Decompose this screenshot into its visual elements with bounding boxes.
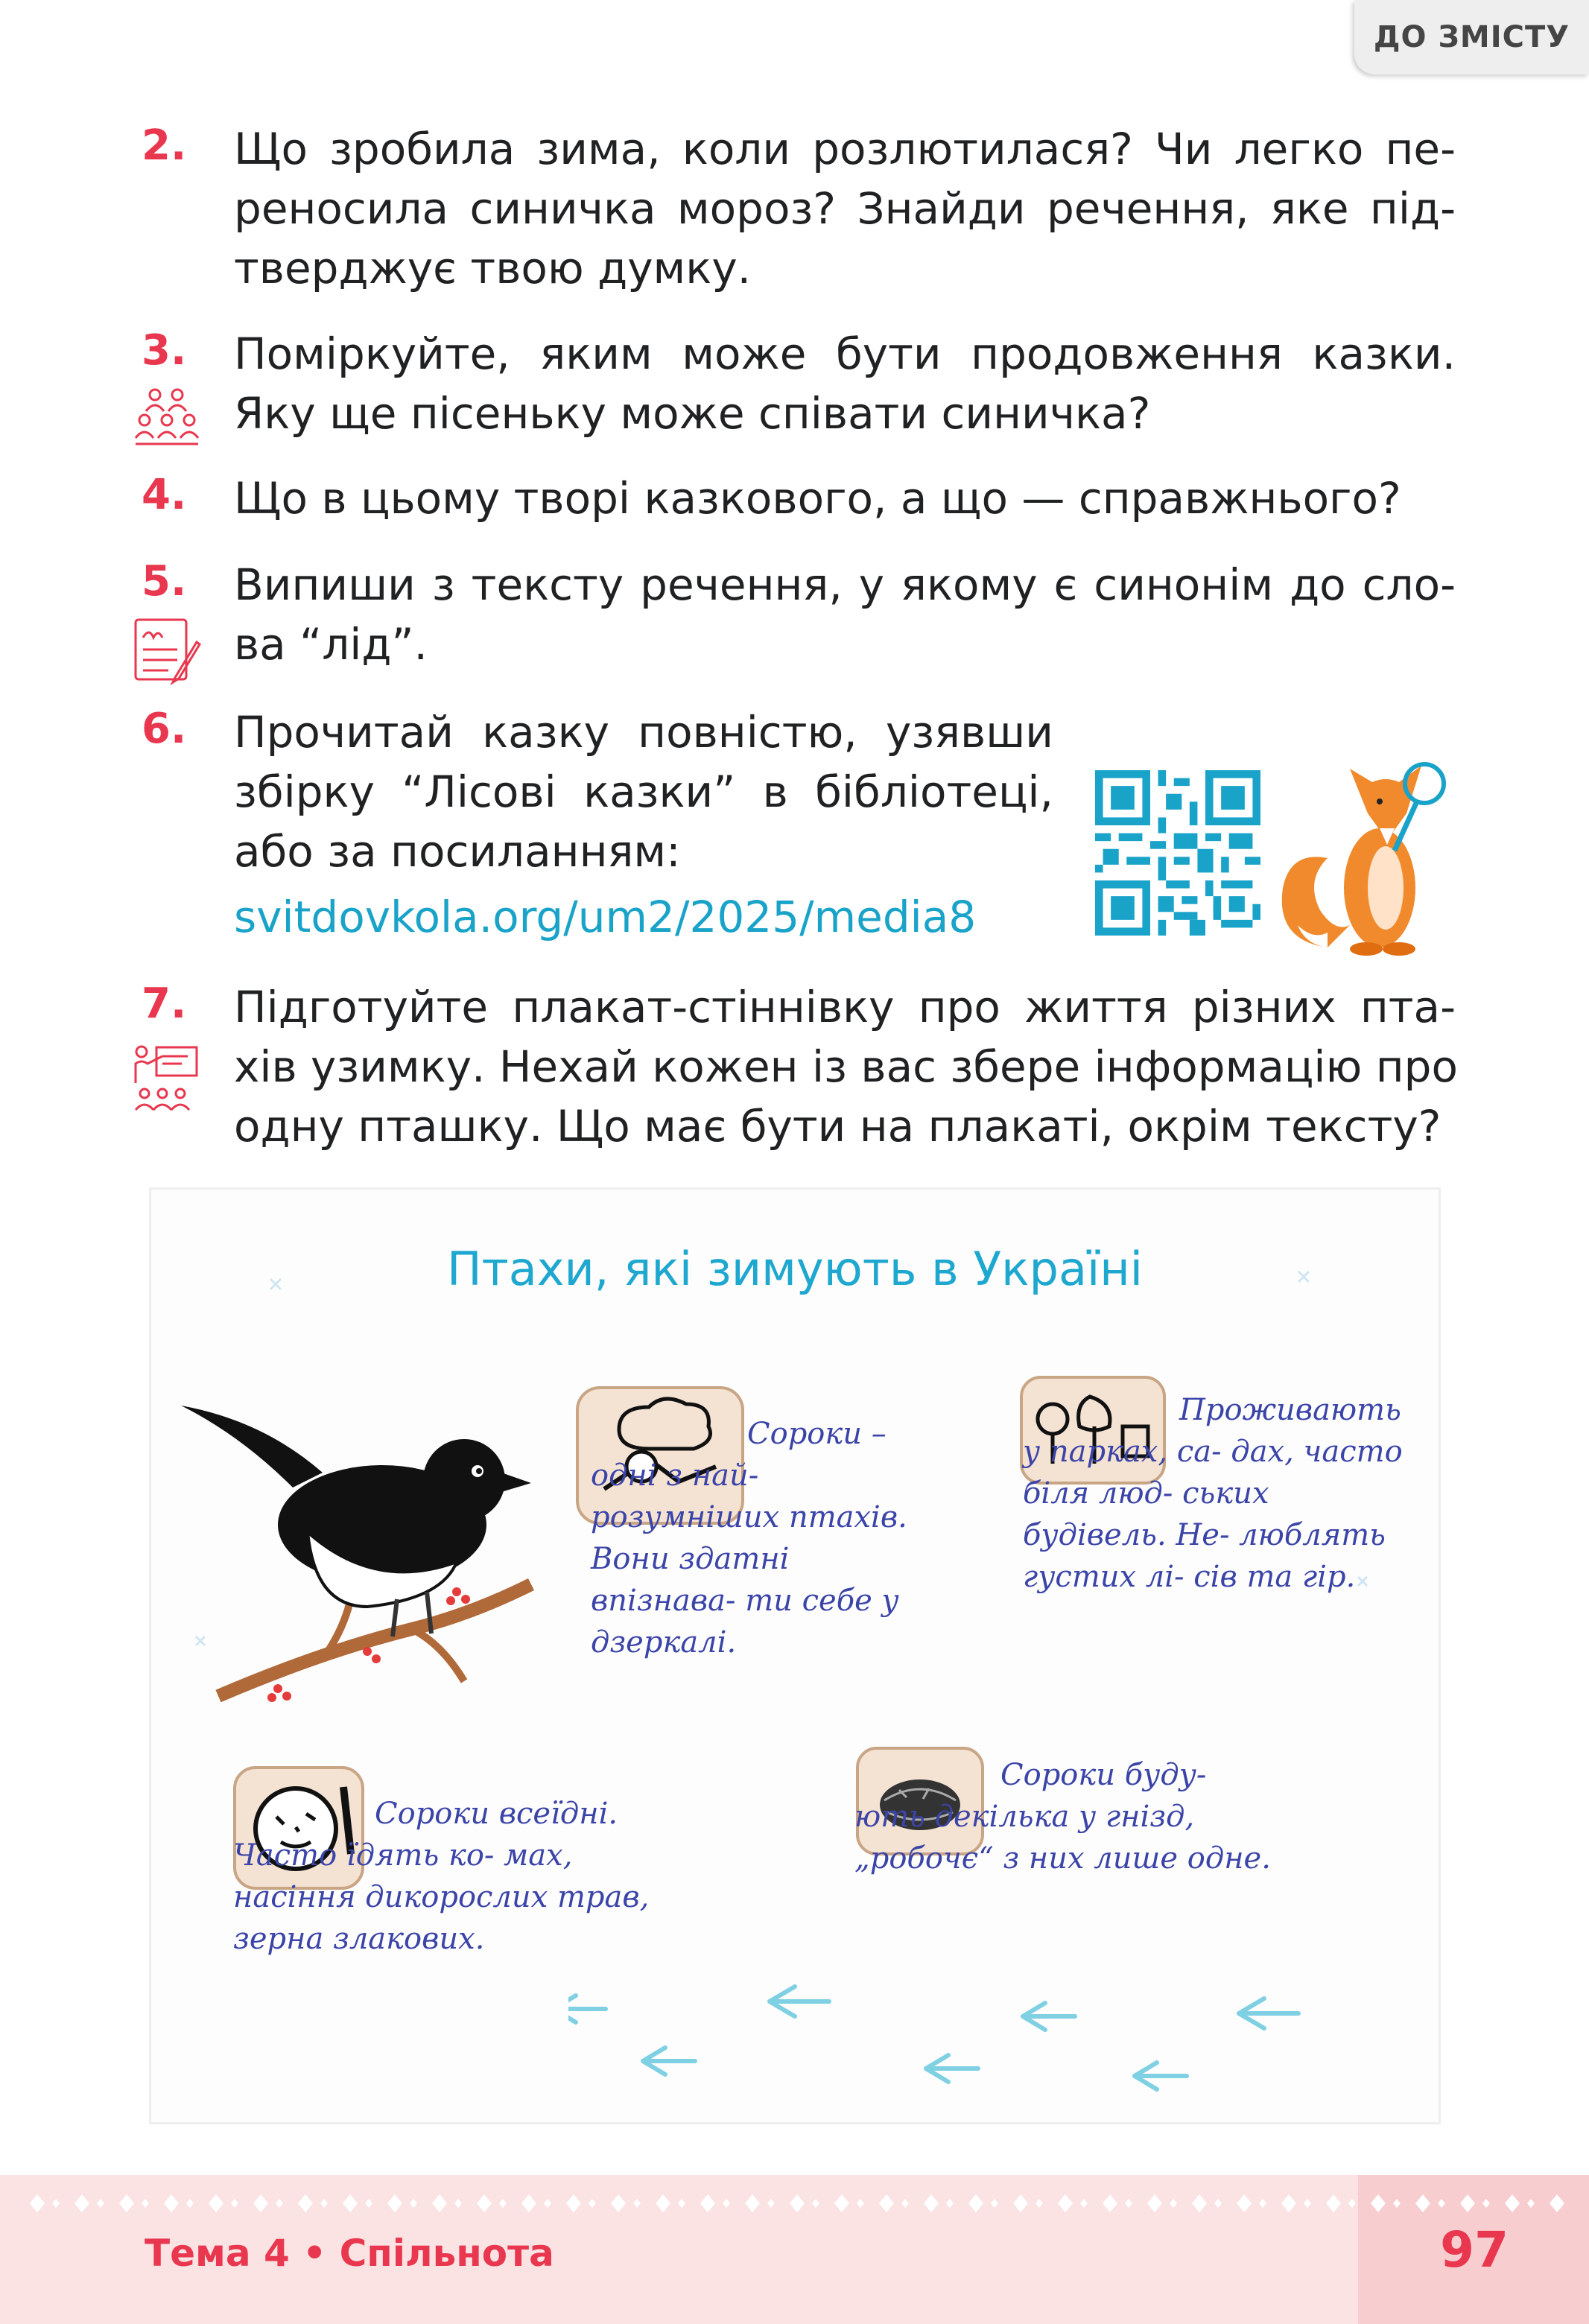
task-number: 3. — [142, 326, 187, 375]
magpie-illustration — [174, 1376, 591, 1733]
task-text: Випиши з тексту речення, у якому є синонім до сло- ва “лід”. — [234, 559, 1456, 670]
task-text: Підготуйте плакат-стіннівку про життя різних пта- хів узимку. Нехай кожен із вас збере інформацію про одну пташку. Що має бути на плакаті, окрім тексту? — [234, 982, 1458, 1152]
poster-note-4: Сороки буду- ють декілька у гнізд, „робочє“ з них лише одне. — [854, 1758, 1271, 1876]
group-work-icon — [133, 386, 201, 450]
task-number: 5. — [142, 557, 187, 606]
task-number: 4. — [142, 471, 187, 519]
poster-note-1: Сороки – одні з най- розумніших птахів. Вони здатні впізнава- ти себе у дзеркалі. — [591, 1417, 907, 1660]
poster-image — [149, 1187, 1441, 2124]
topic-label: Тема 4 • Спільнота — [145, 2232, 554, 2275]
qr-code-icon[interactable] — [1095, 770, 1260, 936]
task-text: Що в цьому творі казкового, а що — справжнього? — [234, 473, 1401, 524]
toc-button[interactable]: ДО ЗМІСТУ — [1354, 0, 1589, 74]
task-number: 2. — [142, 121, 187, 170]
task-text: Прочитай казку повністю, узявши збірку “Лісові казки” в бібліотеці, або за посиланням: svitdovkola.org/um2/2025/media8 — [234, 702, 1053, 947]
task-text: Поміркуйте, яким може бути продовження казки. Яку ще пісеньку може співати синичка? — [234, 328, 1456, 439]
presentation-icon — [128, 1041, 203, 1116]
poster-note-3: Сороки всеїдні. Часто їдять ко- мах, насіння дикорослих трав, зерна злакових. — [233, 1797, 650, 1956]
writing-icon — [131, 612, 206, 687]
ornament-border — [0, 2181, 1589, 2226]
poster-note-2: Проживають у парках, са- дах, часто біля люд- ських будівель. Не- люблять густих лі- сів та гір. — [1023, 1393, 1403, 1594]
task-number: 6. — [142, 705, 187, 753]
page-footer — [0, 2175, 1589, 2324]
media-link[interactable]: svitdovkola.org/um2/2025/media8 — [234, 892, 977, 942]
fox-illustration — [1275, 739, 1454, 962]
task-number: 7. — [142, 980, 187, 1028]
page-number: 97 — [1440, 2221, 1509, 2279]
task-text: Що зробила зима, коли розлютилася? Чи легко пе- реносила синичка мороз? Знайди речення, яке під- тверджує твою думку. — [234, 124, 1456, 293]
poster-title: Птахи, які зимують в Україні — [447, 1242, 1143, 1296]
bird-footprints-decoration — [568, 1972, 1433, 2121]
